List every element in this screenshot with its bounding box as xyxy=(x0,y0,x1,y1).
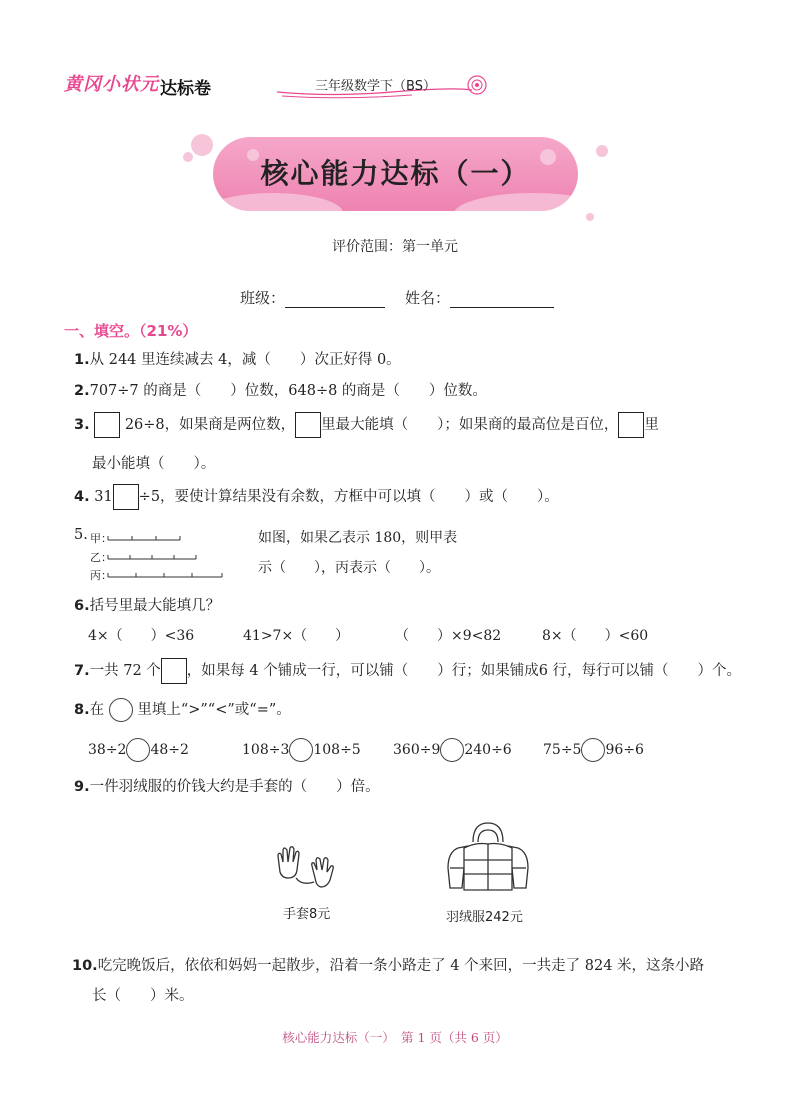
question-number: 7. xyxy=(74,663,90,679)
question-6 xyxy=(74,594,220,615)
question-number: 3. xyxy=(74,417,90,433)
compare-circle[interactable] xyxy=(581,738,605,762)
question-number: 4. xyxy=(74,489,90,505)
question-5-text2: 示（ ），丙表示（ ）。 xyxy=(258,560,440,576)
answer-box[interactable] xyxy=(295,412,321,438)
jacket-price: 羽绒服242元 xyxy=(446,910,523,925)
expr-right: 240÷6 xyxy=(464,742,512,758)
glove-price: 手套8元 xyxy=(283,907,331,922)
name-blank[interactable] xyxy=(450,293,554,308)
label-yi: 乙： xyxy=(90,551,112,564)
question-text: 一件羽绒服的价钱大约是手套的（ ）倍。 xyxy=(89,779,380,795)
expr-right: 96÷6 xyxy=(605,742,644,758)
question-text: 里最大能填（ ）；如果商的最高位是百位， xyxy=(321,417,619,433)
question-text: ÷5，要使计算结果没有余数，方框中可以填（ ）或（ ）。 xyxy=(138,489,559,505)
grade-label: 三年级数学下（BS） xyxy=(315,79,436,94)
question-text: ，如果每 4 个铺成一行，可以铺（ ）行；如果铺成6 行，每行可以铺（ ）个。 xyxy=(186,663,742,679)
q6-item: （ ）×9<82 xyxy=(395,628,502,644)
q6-item: 8×（ ）<60 xyxy=(542,628,649,644)
series-title: 达标卷 xyxy=(160,79,211,99)
down-jacket-icon xyxy=(438,818,538,898)
answer-box[interactable] xyxy=(618,412,644,438)
question-7 xyxy=(74,658,741,684)
expr-right: 48÷2 xyxy=(150,742,189,758)
compare-circle[interactable] xyxy=(126,738,150,762)
question-text: 括号里最大能填几？ xyxy=(89,598,221,614)
question-text: 里 xyxy=(644,417,659,433)
class-field[interactable] xyxy=(240,287,385,308)
q8-item xyxy=(543,738,644,762)
question-number: 9. xyxy=(74,779,90,795)
question-8 xyxy=(74,698,291,722)
question-10-line2: 长（ ）米。 xyxy=(92,988,194,1004)
question-text: 26÷8，如果商是两位数， xyxy=(124,417,296,433)
question-5-text1: 如图，如果乙表示 180，则甲表 xyxy=(258,530,458,546)
brand-logo: 黄冈小状元 xyxy=(64,74,159,95)
q6-item: 4×（ ）<36 xyxy=(88,628,195,644)
expr-left: 75÷5 xyxy=(543,742,582,758)
page-title: 核心能力达标（一） xyxy=(260,157,531,190)
question-2 xyxy=(74,379,487,400)
answer-box[interactable] xyxy=(113,484,139,510)
expr-right: 108÷5 xyxy=(313,742,361,758)
question-text: 从 244 里连续减去 4，减（ ）次正好得 0。 xyxy=(89,352,401,368)
expr-left: 38÷2 xyxy=(88,742,127,758)
question-text: 在 xyxy=(89,702,105,718)
q8-item xyxy=(242,738,361,762)
question-4 xyxy=(74,484,559,510)
question-9 xyxy=(74,775,380,796)
question-number: 8. xyxy=(74,702,90,718)
question-3 xyxy=(74,412,659,438)
q8-item xyxy=(88,738,189,762)
section-fill-blanks: 一、填空。（21%） xyxy=(64,322,198,340)
class-blank[interactable] xyxy=(285,293,385,308)
question-text: 一共 72 个 xyxy=(89,663,161,679)
compare-circle[interactable] xyxy=(440,738,464,762)
question-10 xyxy=(72,954,704,975)
question-3-line2: 最小能填（ ）。 xyxy=(92,456,216,472)
question-text: 里填上“>”“<”或“=”。 xyxy=(137,702,291,718)
name-field[interactable] xyxy=(405,287,554,308)
q8-item xyxy=(393,738,512,762)
answer-box[interactable] xyxy=(161,658,187,684)
compare-circle[interactable] xyxy=(289,738,313,762)
question-5-number: 5. xyxy=(74,527,88,543)
question-number: 6. xyxy=(74,598,90,614)
question-number: 1. xyxy=(74,352,90,368)
label-bing: 丙： xyxy=(90,569,112,582)
segment-diagram xyxy=(106,530,236,585)
page-footer: 核心能力达标（一） 第 1 页（共 6 页） xyxy=(282,1030,508,1045)
question-number: 2. xyxy=(74,383,90,399)
q6-item: 41>7×（ ） xyxy=(243,628,350,644)
question-text: 31 xyxy=(94,489,113,505)
evaluation-scope: 评价范围：第一单元 xyxy=(332,239,458,255)
expr-left: 108÷3 xyxy=(242,742,290,758)
question-text: 707÷7 的商是（ ）位数，648÷8 的商是（ ）位数。 xyxy=(89,383,487,399)
name-label: 姓名： xyxy=(405,289,451,307)
answer-box[interactable] xyxy=(94,412,120,438)
label-jia: 甲： xyxy=(90,532,112,545)
compare-circle xyxy=(109,698,133,722)
question-text: 吃完晚饭后，依依和妈妈一起散步，沿着一条小路走了 4 个来回，一共走了 824 米，这条小路 xyxy=(97,958,705,974)
question-1 xyxy=(74,348,401,369)
class-label: 班级： xyxy=(240,289,286,307)
gloves-icon xyxy=(272,842,342,892)
question-number: 10. xyxy=(72,958,98,974)
expr-left: 360÷9 xyxy=(393,742,441,758)
